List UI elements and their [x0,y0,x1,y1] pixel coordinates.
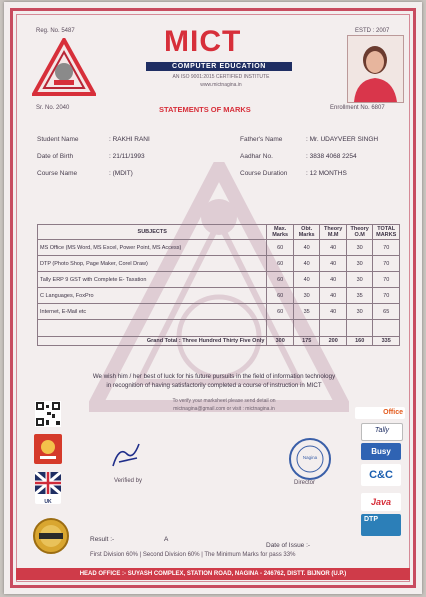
table-row [38,256,400,272]
obt-marks-cell: 40 [293,272,320,288]
theory-om-cell: 30 [346,272,373,288]
document-title: STATEMENTS OF MARKS [159,105,251,114]
course-duration-label: Course Duration [240,170,288,177]
dtp-badge: DTP [361,514,401,536]
table-spacer-row [38,320,400,337]
student-photo [347,35,404,103]
grand-total-total: 335 [373,337,400,346]
subject-cell: Internet, E-Mail etc [38,304,267,320]
student-portrait-icon [348,36,403,102]
spacer-cell [373,320,400,337]
enrollment-number: Enrollment No. 6807 [330,105,385,111]
seal-text: Nagina [302,455,318,460]
division-info: First Division 60% | Second Division 60% | The Minimum Marks for pass 33% [90,552,296,558]
grand-total-label: Grand Total : Three Hundred Thirty Five Only [38,337,267,346]
serial-number: Sr. No. 2040 [36,105,70,111]
table-row [38,240,400,256]
estd-label: ESTD : 2007 [355,28,390,34]
header-theory-om: Theory O.M [346,225,373,240]
subject-cell: C Languages, FoxPro [38,288,267,304]
obt-marks-cell: 40 [293,256,320,272]
spacer-cell [293,320,320,337]
theory-mm-cell: 40 [320,256,347,272]
course-duration-value: : 12 MONTHS [306,170,347,177]
total-cell: 70 [373,272,400,288]
theory-mm-cell: 40 [320,304,347,320]
java-badge: Java [361,493,401,511]
obt-marks-cell: 40 [293,240,320,256]
father-name-label: Father's Name [240,136,283,143]
dob-value: : 21/11/1993 [109,153,145,160]
mict-logo-icon [32,38,96,96]
reg-number: Reg. No. 5487 [36,28,75,34]
signature-verifier-icon [109,440,145,474]
grand-total-theory-om: 160 [346,337,373,346]
uk-badge-icon [35,472,61,504]
aadhar-label: Aadhar No. [240,153,273,160]
verified-by-label: Verified by [114,478,143,484]
theory-om-cell: 30 [346,256,373,272]
aadhar-value: : 3838 4068 2254 [306,153,357,160]
header-total-marks: TOTAL MARKS [373,225,400,240]
total-cell: 65 [373,304,400,320]
result-label: Result :- [90,536,115,543]
wish-line-2: in recognition of having satisfactorily completed a course of instruction in MICT [106,382,322,389]
total-cell: 70 [373,256,400,272]
theory-om-cell: 35 [346,288,373,304]
uk-label: UK [44,499,52,505]
wish-line-1: We wish him / her best of luck for his future pursuits in the field of information technology [92,373,336,380]
brand-subtitle: COMPUTER EDUCATION [146,62,292,71]
max-marks-cell: 60 [267,272,294,288]
obt-marks-cell: 30 [293,288,320,304]
qr-code-icon[interactable] [35,401,61,427]
max-marks-cell: 60 [267,288,294,304]
gold-seal-icon [31,517,71,555]
busy-badge: Busy [361,443,401,460]
verify-line-1: To verify your marksheet please send detail on [172,398,276,404]
spacer-cell [346,320,373,337]
header-theory-mm: Theory M.M [320,225,347,240]
student-name-label: Student Name [37,136,79,143]
course-name-label: Course Name [37,170,78,177]
course-name-value: : (MDIT) [109,170,133,177]
red-emblem-icon [34,434,62,464]
grand-total-row [38,337,400,346]
spacer-cell [267,320,294,337]
iso-line: AN ISO 9001:2015 CERTIFIED INSTITUTE [172,74,270,80]
header-subjects: SUBJECTS [38,225,267,240]
subject-cell: DTP (Photo Shop, Page Maker, Corel Draw) [38,256,267,272]
marks-table [37,224,400,346]
theory-mm-cell: 40 [320,240,347,256]
director-label: Director [294,480,316,486]
max-marks-cell: 60 [267,240,294,256]
office-badge: Office [355,407,405,419]
max-marks-cell: 60 [267,256,294,272]
theory-om-cell: 30 [346,304,373,320]
header-max-marks: Max. Marks [267,225,294,240]
total-cell: 70 [373,288,400,304]
spacer-cell [320,320,347,337]
total-cell: 70 [373,240,400,256]
theory-mm-cell: 40 [320,288,347,304]
verify-line-2: mictnagina@gmail.com or visit : mictnagina.in [173,406,275,412]
student-name-value: : RAKHI RANI [109,136,150,143]
grand-total-max: 300 [267,337,294,346]
c-badge: C&C [361,464,401,486]
table-row [38,272,400,288]
website: www.mictnagina.in [200,82,242,88]
date-of-issue-label: Date of Issue :- [266,542,311,549]
brand-title: MICT [164,25,242,58]
subject-cell: Tally ERP 9 GST with Complete E- Taxation [38,272,267,288]
table-row [38,304,400,320]
max-marks-cell: 60 [267,304,294,320]
table-header-row [38,225,400,240]
theory-om-cell: 30 [346,240,373,256]
dob-label: Date of Birth [37,153,74,160]
father-name-value: : Mr. UDAYVEER SINGH [306,136,379,143]
subject-cell: MS Office (MS Word, MS Excel, Power Point, MS Access) [38,240,267,256]
table-row [38,288,400,304]
head-office-bar: HEAD OFFICE :- SUYASH COMPLEX, STATION ROAD, NAGINA - 246762, DISTT. BIJNOR (U.P.) [16,568,410,580]
theory-mm-cell: 40 [320,272,347,288]
grand-total-theory-mm: 200 [320,337,347,346]
result-value: A [164,536,169,543]
spacer-cell [38,320,267,337]
certificate-paper [4,2,422,594]
obt-marks-cell: 35 [293,304,320,320]
grand-total-obt: 175 [293,337,320,346]
header-obt-marks: Obt. Marks [293,225,320,240]
tally-badge: Tally [361,423,403,441]
